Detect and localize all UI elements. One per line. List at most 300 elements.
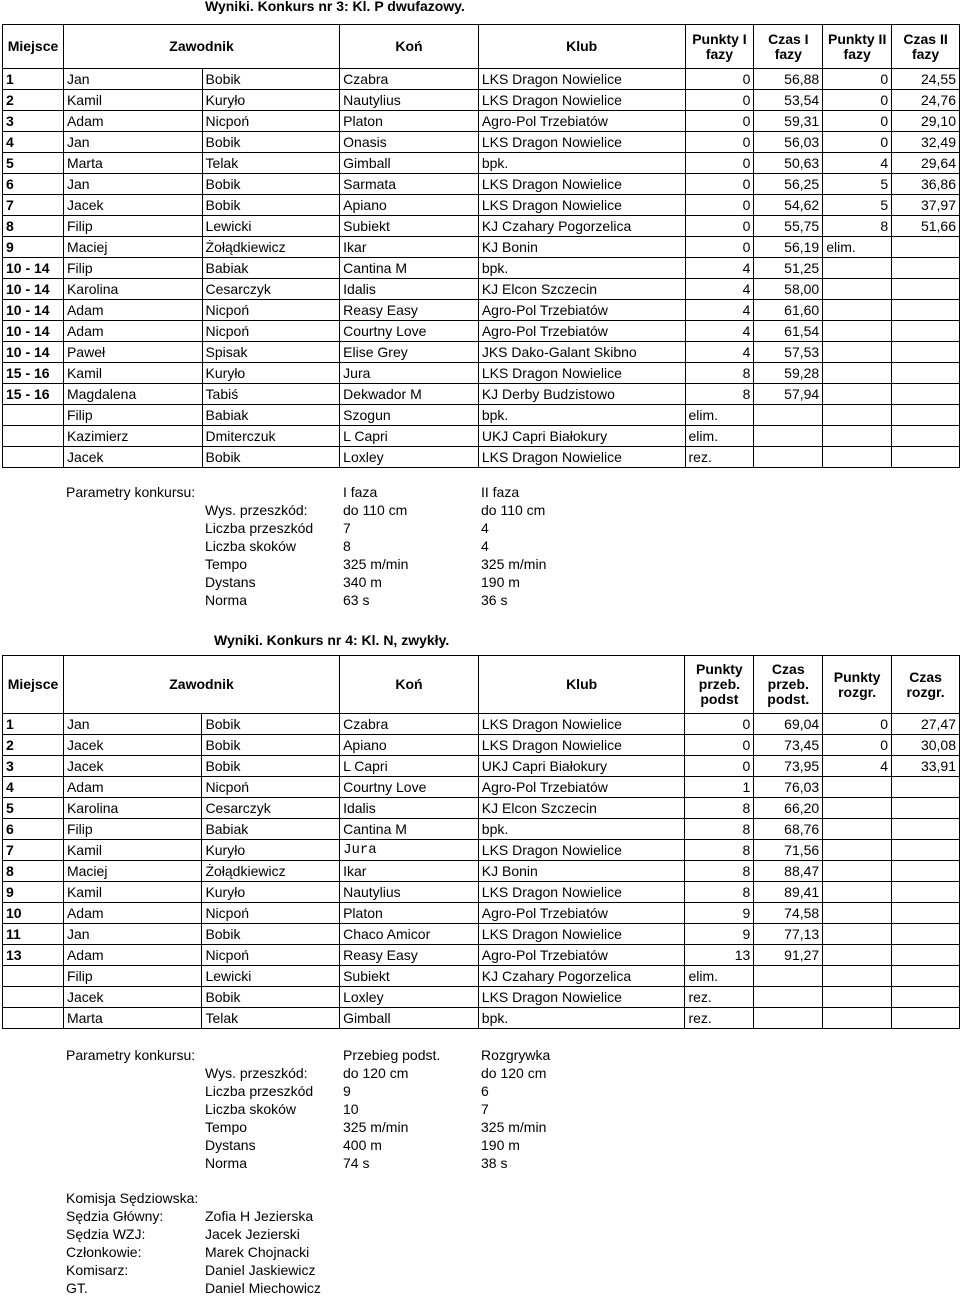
cell-points-1: 0	[685, 111, 754, 132]
cell-first-name: Marta	[63, 1008, 201, 1029]
cell-points-2: 5	[823, 195, 892, 216]
cell-points-2	[823, 405, 892, 426]
param-name: Liczba skoków	[205, 1101, 297, 1117]
col-header-place: Miejsce	[3, 25, 64, 69]
cell-horse: Jura	[340, 363, 479, 384]
cell-place: 13	[3, 945, 64, 966]
cell-points-2: 8	[823, 216, 892, 237]
table-row	[3, 111, 960, 132]
cell-club: Agro-Pol Trzebiatów	[478, 111, 685, 132]
cell-first-name: Jan	[63, 132, 202, 153]
param-name: Wys. przeszkód:	[205, 502, 308, 518]
cell-club: LKS Dragon Nowielice	[478, 714, 685, 735]
cell-points-1: 4	[685, 321, 754, 342]
contest3-title: Wyniki. Konkurs nr 3: Kl. P dwufazowy.	[205, 0, 465, 14]
cell-time-2	[892, 819, 960, 840]
cell-time-1: 74,58	[754, 903, 823, 924]
cell-first-name: Adam	[63, 300, 202, 321]
table-row	[3, 882, 960, 903]
cell-points-1: 8	[685, 882, 754, 903]
judge-name: Daniel Miechowicz	[205, 1280, 321, 1296]
cell-club: KJ Elcon Szczecin	[478, 279, 685, 300]
cell-place: 1	[3, 714, 64, 735]
cell-points-2	[823, 384, 892, 405]
table-row	[3, 300, 960, 321]
cell-time-2	[892, 1008, 960, 1029]
table-row	[3, 714, 960, 735]
cell-club: Agro-Pol Trzebiatów	[478, 300, 685, 321]
cell-last-name: Bobik	[202, 714, 340, 735]
cell-first-name: Jacek	[63, 735, 201, 756]
table-row	[3, 819, 960, 840]
cell-points-2	[823, 258, 892, 279]
cell-place: 9	[3, 237, 64, 258]
col-header-club: Klub	[478, 25, 685, 69]
table-row	[3, 756, 960, 777]
cell-points-2	[823, 924, 892, 945]
cell-place	[3, 966, 64, 987]
cell-club: bpk.	[478, 405, 685, 426]
cell-last-name: Żołądkiewicz	[202, 861, 340, 882]
cell-time-1: 73,95	[754, 756, 823, 777]
cell-horse: Sarmata	[340, 174, 479, 195]
col-header-points-base: Punkty przeb. podst	[685, 656, 754, 714]
judge-name: Jacek Jezierski	[205, 1226, 300, 1242]
cell-first-name: Magdalena	[63, 384, 202, 405]
cell-points-2	[823, 903, 892, 924]
cell-points-1: 4	[685, 258, 754, 279]
cell-first-name: Jan	[63, 69, 202, 90]
cell-points-2: 0	[823, 714, 892, 735]
cell-last-name: Kuryło	[202, 363, 340, 384]
cell-first-name: Karolina	[63, 798, 201, 819]
cell-place: 10 - 14	[3, 300, 64, 321]
cell-time-1: 61,60	[754, 300, 823, 321]
cell-points-1: elim.	[685, 405, 754, 426]
cell-first-name: Filip	[63, 258, 202, 279]
col-header-time-jumpoff: Czas rozgr.	[892, 656, 960, 714]
cell-club: KJ Bonin	[478, 861, 685, 882]
cell-horse: Platon	[340, 903, 479, 924]
cell-points-2	[823, 945, 892, 966]
cell-last-name: Nicpoń	[202, 111, 340, 132]
cell-horse: L Capri	[340, 426, 479, 447]
table-row	[3, 1008, 960, 1029]
table-row	[3, 237, 960, 258]
cell-points-2	[823, 819, 892, 840]
cell-points-1: 1	[685, 777, 754, 798]
cell-time-1	[754, 966, 823, 987]
cell-time-2: 51,66	[892, 216, 960, 237]
cell-place: 9	[3, 882, 64, 903]
cell-last-name: Kuryło	[202, 840, 340, 861]
table-row	[3, 132, 960, 153]
cell-points-1: 0	[685, 90, 754, 111]
cell-club: Agro-Pol Trzebiatów	[478, 321, 685, 342]
cell-place: 15 - 16	[3, 363, 64, 384]
cell-points-1: 0	[685, 237, 754, 258]
param-name: Liczba przeszkód	[205, 520, 314, 536]
cell-horse: Chaco Amicor	[340, 924, 479, 945]
cell-points-2	[823, 987, 892, 1008]
cell-horse: Idalis	[340, 798, 479, 819]
table-row	[3, 321, 960, 342]
cell-club: LKS Dragon Nowielice	[478, 882, 685, 903]
cell-first-name: Filip	[63, 216, 202, 237]
param-name: Liczba skoków	[205, 538, 297, 554]
cell-points-2	[823, 798, 892, 819]
cell-time-2	[892, 363, 960, 384]
cell-time-2	[892, 321, 960, 342]
cell-club: LKS Dragon Nowielice	[478, 447, 685, 468]
cell-place: 3	[3, 756, 64, 777]
cell-last-name: Nicpoń	[202, 903, 340, 924]
param-value-2: 325 m/min	[481, 1119, 547, 1135]
col-header-time-base: Czas przeb. podst.	[754, 656, 823, 714]
cell-points-2	[823, 300, 892, 321]
table-row	[3, 426, 960, 447]
cell-club: LKS Dragon Nowielice	[478, 132, 685, 153]
cell-place: 8	[3, 216, 64, 237]
cell-first-name: Kamil	[63, 840, 201, 861]
table-row	[3, 798, 960, 819]
param-value-2: 7	[481, 1101, 489, 1117]
cell-last-name: Lewicki	[202, 966, 340, 987]
param-value-2: 325 m/min	[481, 556, 547, 572]
cell-points-2: 0	[823, 735, 892, 756]
cell-horse: Apiano	[340, 195, 479, 216]
cell-last-name: Cesarczyk	[202, 279, 340, 300]
param-value-1: do 120 cm	[343, 1065, 409, 1081]
cell-first-name: Jacek	[63, 447, 202, 468]
param-value-1: 74 s	[343, 1155, 370, 1171]
cell-time-2	[892, 924, 960, 945]
cell-points-2	[823, 966, 892, 987]
cell-first-name: Filip	[63, 405, 202, 426]
cell-club: UKJ Capri Białokury	[478, 426, 685, 447]
col-header-rider: Zawodnik	[63, 25, 339, 69]
cell-points-2	[823, 861, 892, 882]
cell-time-1: 91,27	[754, 945, 823, 966]
col-header-time-1: Czas I fazy	[754, 25, 823, 69]
cell-place: 10 - 14	[3, 258, 64, 279]
cell-first-name: Jan	[63, 174, 202, 195]
param-value-2: 190 m	[481, 1137, 520, 1153]
cell-time-2	[892, 861, 960, 882]
cell-points-1: 8	[685, 840, 754, 861]
cell-time-2	[892, 798, 960, 819]
cell-place: 15 - 16	[3, 384, 64, 405]
cell-time-1: 71,56	[754, 840, 823, 861]
cell-horse: Gimball	[340, 153, 479, 174]
cell-horse: Reasy Easy	[340, 945, 479, 966]
cell-place	[3, 1008, 64, 1029]
cell-first-name: Paweł	[63, 342, 202, 363]
cell-last-name: Żołądkiewicz	[202, 237, 340, 258]
cell-place: 10 - 14	[3, 279, 64, 300]
table-row	[3, 924, 960, 945]
cell-points-1: 9	[685, 903, 754, 924]
cell-place: 5	[3, 153, 64, 174]
cell-points-2	[823, 321, 892, 342]
cell-time-1: 61,54	[754, 321, 823, 342]
cell-points-1: 13	[685, 945, 754, 966]
cell-points-2: elim.	[823, 237, 892, 258]
cell-last-name: Bobik	[202, 447, 340, 468]
cell-points-2: 0	[823, 132, 892, 153]
cell-club: LKS Dragon Nowielice	[478, 363, 685, 384]
cell-points-2: 4	[823, 756, 892, 777]
cell-club: LKS Dragon Nowielice	[478, 195, 685, 216]
table-row	[3, 69, 960, 90]
cell-time-2: 33,91	[892, 756, 960, 777]
contest4-rows	[3, 714, 960, 1029]
cell-points-1: 8	[685, 798, 754, 819]
cell-time-2	[892, 300, 960, 321]
cell-time-2	[892, 945, 960, 966]
cell-points-1: 0	[685, 132, 754, 153]
param-value-1: 340 m	[343, 574, 382, 590]
cell-first-name: Jacek	[63, 987, 201, 1008]
cell-time-1: 59,28	[754, 363, 823, 384]
cell-club: Agro-Pol Trzebiatów	[478, 777, 685, 798]
judge-name: Zofia H Jezierska	[205, 1208, 314, 1224]
cell-points-2	[823, 777, 892, 798]
cell-last-name: Nicpoń	[202, 300, 340, 321]
cell-horse: Elise Grey	[340, 342, 479, 363]
cell-last-name: Tabiś	[202, 384, 340, 405]
cell-time-1: 54,62	[754, 195, 823, 216]
cell-horse: Platon	[340, 111, 479, 132]
cell-horse: Ikar	[340, 237, 479, 258]
cell-club: KJ Derby Budzistowo	[478, 384, 685, 405]
cell-first-name: Karolina	[63, 279, 202, 300]
table-row	[3, 405, 960, 426]
param-value-1: 7	[343, 520, 351, 536]
cell-points-1: 8	[685, 384, 754, 405]
cell-club: bpk.	[478, 153, 685, 174]
cell-time-2: 24,76	[892, 90, 960, 111]
cell-points-2	[823, 447, 892, 468]
cell-points-2	[823, 840, 892, 861]
cell-first-name: Jacek	[63, 195, 202, 216]
param-name: Liczba przeszkód	[205, 1083, 314, 1099]
cell-horse: Reasy Easy	[340, 300, 479, 321]
cell-place: 10 - 14	[3, 342, 64, 363]
cell-club: KJ Czahary Pogorzelica	[478, 216, 685, 237]
cell-time-1	[754, 1008, 823, 1029]
cell-last-name: Bobik	[202, 735, 340, 756]
table-row	[3, 384, 960, 405]
cell-horse: Idalis	[340, 279, 479, 300]
cell-last-name: Nicpoń	[202, 945, 340, 966]
contest3-results-table	[2, 24, 960, 468]
col-header-time-2: Czas II fazy	[892, 25, 960, 69]
cell-first-name: Marta	[63, 153, 202, 174]
contest4-results-table	[2, 655, 960, 1029]
cell-club: JKS Dako-Galant Skibno	[478, 342, 685, 363]
cell-points-1: 8	[685, 819, 754, 840]
cell-first-name: Maciej	[63, 237, 202, 258]
cell-place: 2	[3, 735, 64, 756]
cell-club: bpk.	[478, 258, 685, 279]
cell-horse: Courtny Love	[340, 777, 479, 798]
params-col1-header: I faza	[343, 484, 378, 500]
table-row	[3, 735, 960, 756]
cell-place	[3, 987, 64, 1008]
cell-points-1: 0	[685, 174, 754, 195]
cell-time-1: 58,00	[754, 279, 823, 300]
cell-first-name: Jacek	[63, 756, 201, 777]
cell-time-2: 32,49	[892, 132, 960, 153]
cell-points-1: 9	[685, 924, 754, 945]
cell-club: LKS Dragon Nowielice	[478, 69, 685, 90]
cell-time-1: 88,47	[754, 861, 823, 882]
cell-time-2	[892, 447, 960, 468]
cell-points-2: 0	[823, 111, 892, 132]
cell-time-2: 29,64	[892, 153, 960, 174]
cell-first-name: Adam	[63, 945, 201, 966]
cell-time-1	[754, 987, 823, 1008]
cell-time-1: 66,20	[754, 798, 823, 819]
param-value-1: do 110 cm	[343, 502, 408, 518]
cell-time-1: 56,03	[754, 132, 823, 153]
cell-points-1: elim.	[685, 966, 754, 987]
cell-horse: Szogun	[340, 405, 479, 426]
judge-role: Sędzia Główny:	[66, 1208, 164, 1224]
col-header-horse: Koń	[340, 656, 479, 714]
cell-last-name: Bobik	[202, 69, 340, 90]
cell-horse: Nautylius	[340, 90, 479, 111]
cell-time-2: 36,86	[892, 174, 960, 195]
cell-last-name: Lewicki	[202, 216, 340, 237]
cell-time-2	[892, 384, 960, 405]
cell-first-name: Kamil	[63, 90, 202, 111]
cell-time-1: 59,31	[754, 111, 823, 132]
cell-time-2	[892, 405, 960, 426]
contest3-rows	[3, 69, 960, 468]
param-value-1: 10	[343, 1101, 359, 1117]
cell-first-name: Maciej	[63, 861, 201, 882]
cell-time-1: 77,13	[754, 924, 823, 945]
param-value-2: 38 s	[481, 1155, 508, 1171]
cell-last-name: Bobik	[202, 132, 340, 153]
judge-name: Marek Chojnacki	[205, 1244, 310, 1260]
cell-time-2	[892, 882, 960, 903]
cell-time-1: 68,76	[754, 819, 823, 840]
cell-points-2: 0	[823, 90, 892, 111]
table-row	[3, 966, 960, 987]
cell-last-name: Kuryło	[202, 90, 340, 111]
cell-time-1: 53,54	[754, 90, 823, 111]
cell-horse: Loxley	[340, 987, 479, 1008]
table-row	[3, 153, 960, 174]
cell-points-1: 8	[685, 363, 754, 384]
cell-points-2: 0	[823, 69, 892, 90]
cell-club: bpk.	[478, 1008, 685, 1029]
cell-time-1: 76,03	[754, 777, 823, 798]
cell-last-name: Nicpoń	[202, 321, 340, 342]
param-value-2: 4	[481, 538, 489, 554]
cell-place: 10 - 14	[3, 321, 64, 342]
cell-horse: Czabra	[340, 69, 479, 90]
param-value-2: 190 m	[481, 574, 520, 590]
cell-club: KJ Czahary Pogorzelica	[478, 966, 685, 987]
param-name: Tempo	[205, 1119, 248, 1135]
params-label: Parametry konkursu:	[66, 484, 196, 500]
contest4-title: Wyniki. Konkurs nr 4: Kl. N, zwykły.	[214, 632, 450, 648]
cell-first-name: Jan	[63, 924, 201, 945]
cell-place: 7	[3, 840, 64, 861]
cell-last-name: Dmiterczuk	[202, 426, 340, 447]
cell-first-name: Filip	[63, 819, 201, 840]
cell-place: 2	[3, 90, 64, 111]
cell-time-2	[892, 987, 960, 1008]
cell-club: bpk.	[478, 819, 685, 840]
cell-first-name: Kamil	[63, 882, 201, 903]
cell-horse: Ikar	[340, 861, 479, 882]
table-row	[3, 447, 960, 468]
param-value-2: do 120 cm	[481, 1065, 547, 1081]
cell-time-2	[892, 777, 960, 798]
param-value-2: 4	[481, 520, 489, 536]
cell-place	[3, 405, 64, 426]
cell-place: 6	[3, 819, 64, 840]
cell-club: LKS Dragon Nowielice	[478, 735, 685, 756]
col-header-points-1: Punkty I fazy	[685, 25, 754, 69]
cell-time-2	[892, 342, 960, 363]
table-row	[3, 258, 960, 279]
table-row	[3, 174, 960, 195]
cell-points-2	[823, 426, 892, 447]
cell-first-name: Kamil	[63, 363, 202, 384]
cell-time-1: 57,94	[754, 384, 823, 405]
cell-last-name: Bobik	[202, 174, 340, 195]
param-name: Wys. przeszkód:	[205, 1065, 308, 1081]
cell-points-2	[823, 363, 892, 384]
col-header-club: Klub	[478, 656, 685, 714]
cell-time-1	[754, 447, 823, 468]
table-row	[3, 279, 960, 300]
cell-place: 4	[3, 132, 64, 153]
table-row	[3, 216, 960, 237]
cell-horse: Dekwador M	[340, 384, 479, 405]
cell-place: 10	[3, 903, 64, 924]
col-header-points-2: Punkty II fazy	[823, 25, 892, 69]
cell-points-2: 4	[823, 153, 892, 174]
cell-points-1: 4	[685, 300, 754, 321]
cell-first-name: Adam	[63, 903, 201, 924]
cell-last-name: Babiak	[202, 405, 340, 426]
table-row	[3, 903, 960, 924]
judge-name: Daniel Jaskiewicz	[205, 1262, 316, 1278]
cell-time-1: 55,75	[754, 216, 823, 237]
cell-time-2: 37,97	[892, 195, 960, 216]
cell-place: 4	[3, 777, 64, 798]
col-header-place: Miejsce	[3, 656, 64, 714]
cell-horse: Cantina M	[340, 819, 479, 840]
cell-last-name: Spisak	[202, 342, 340, 363]
cell-time-2: 29,10	[892, 111, 960, 132]
param-value-1: 9	[343, 1083, 351, 1099]
param-value-2: 36 s	[481, 592, 508, 608]
param-name: Norma	[205, 1155, 248, 1171]
table-row	[3, 987, 960, 1008]
cell-points-1: 8	[685, 861, 754, 882]
cell-time-1: 69,04	[754, 714, 823, 735]
cell-points-2	[823, 342, 892, 363]
cell-place	[3, 426, 64, 447]
